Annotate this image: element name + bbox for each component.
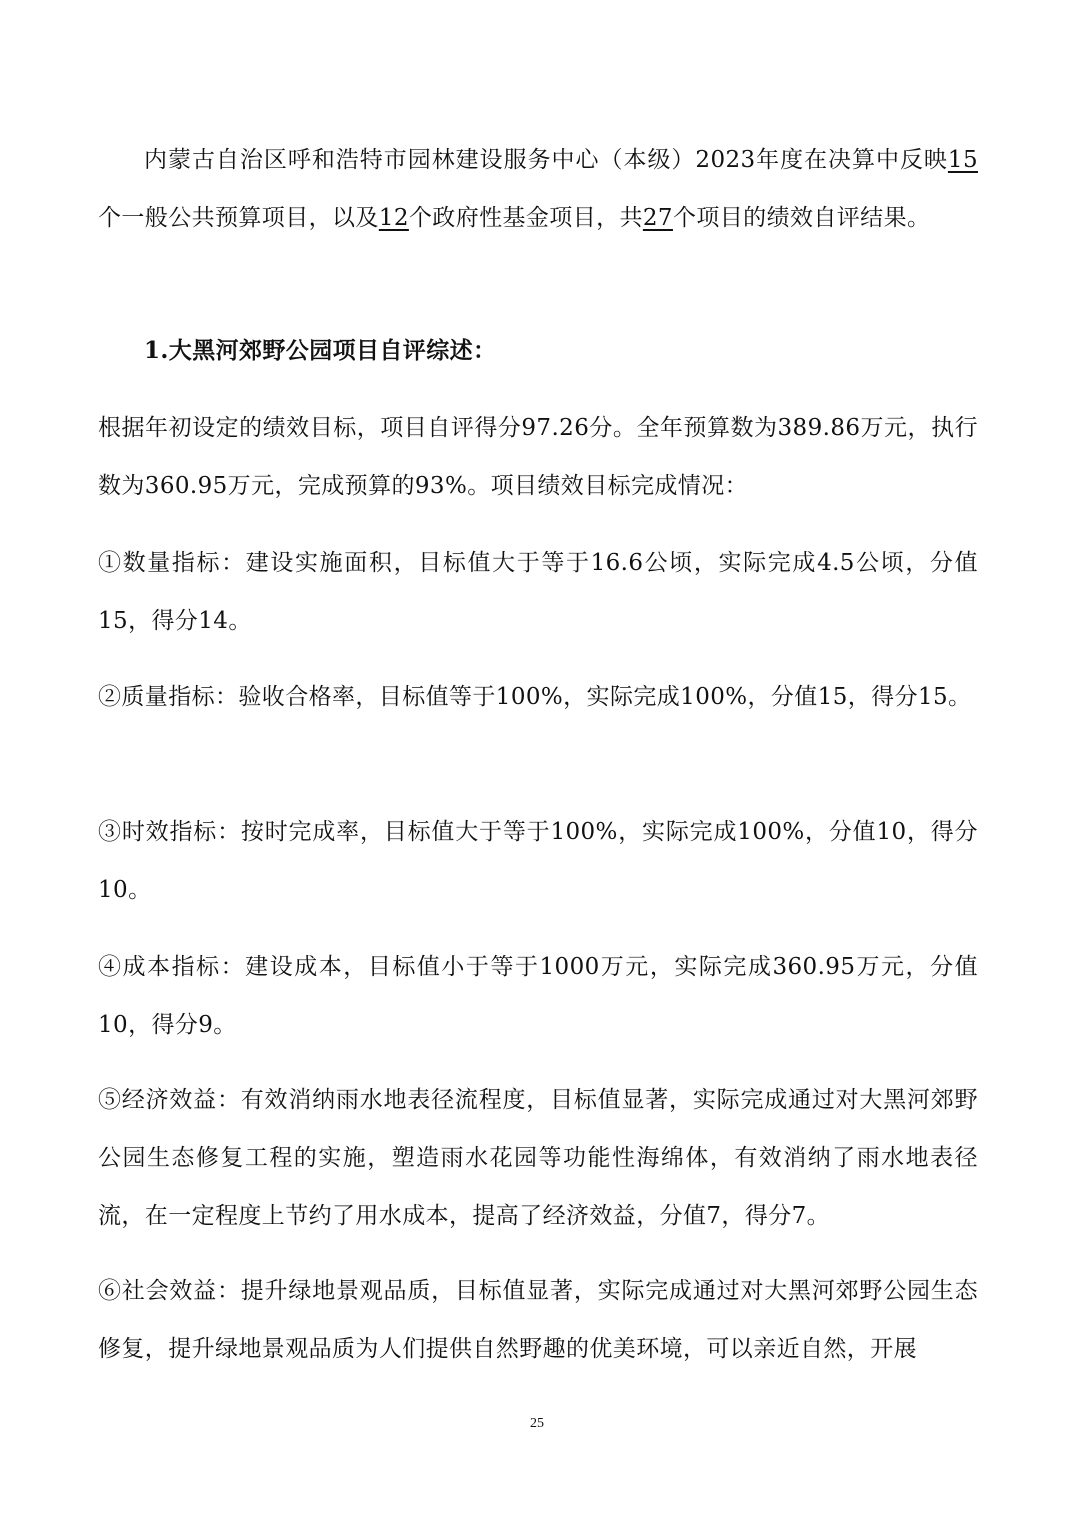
summary-paragraph: 根据年初设定的绩效目标，项目自评得分97.26分。全年预算数为389.86万元，执行数为360.95万元，完成预算的93%。项目绩效目标完成情况： [98,415,978,499]
intro-text-4: 个项目的绩效自评结果。 [672,205,931,231]
indicator-economic-benefit: ⑤经济效益：有效消纳雨水地表径流程度，目标值显著，实际完成通过对大黑河郊野公园生态修复工程的实施，塑造雨水花园等功能性海绵体，有效消纳了雨水地表径流，在一定程度上节约了用水成本，提高了经济效益，分值7，得分7。 [98,1087,978,1229]
indicator-cost: ④成本指标：建设成本，目标值小于等于1000万元，实际完成360.95万元，分值10，得分9。 [98,954,978,1038]
indicator-social-benefit: ⑥社会效益：提升绿地景观品质，目标值显著，实际完成通过对大黑河郊野公园生态修复，提升绿地景观品质为人们提供自然野趣的优美环境，可以亲近自然，开展 [98,1278,978,1362]
section-heading: 1.大黑河郊野公园项目自评综述： [144,337,497,364]
general-budget-count: 15 [947,147,978,173]
page-number: 25 [530,1416,544,1431]
intro-text-2: 个一般公共预算项目，以及 [98,205,379,231]
indicator-timeliness: ③时效指标：按时完成率，目标值大于等于100%，实际完成100%，分值10，得分10。 [98,819,978,903]
intro-text-1: 内蒙古自治区呼和浩特市园林建设服务中心（本级）2023年度在决算中反映 [144,147,948,173]
intro-paragraph [98,131,978,247]
total-project-count: 27 [642,205,673,231]
indicator-quantity: ①数量指标：建设实施面积，目标值大于等于16.6公顷，实际完成4.5公顷，分值15，得分14。 [98,550,978,634]
indicator-quality: ②质量指标：验收合格率，目标值等于100%，实际完成100%，分值15，得分15。 [98,684,972,710]
intro-text-3: 个政府性基金项目，共 [408,205,643,231]
gov-fund-count: 12 [378,205,409,231]
